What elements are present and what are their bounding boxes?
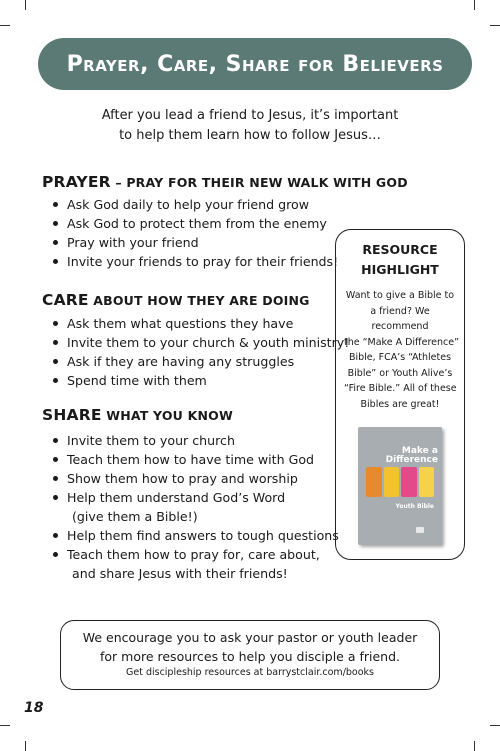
section-heading-care bbox=[42, 291, 310, 309]
list-item: Teach them how to have time with God bbox=[50, 450, 339, 469]
share-list bbox=[50, 431, 339, 583]
care-list bbox=[50, 314, 349, 390]
footer-line: for more resources to help you disciple a friend. bbox=[99, 649, 401, 664]
resource-highlight-title bbox=[336, 240, 464, 280]
section-heading-word: SHARE bbox=[42, 406, 102, 424]
book-subtitle: Youth Bible bbox=[395, 503, 434, 510]
section-heading-word: CARE bbox=[42, 291, 89, 309]
list-item: Ask God daily to help your friend grow bbox=[50, 195, 338, 214]
section-subheading: – PRAY FOR THEIR NEW WALK WITH GOD bbox=[110, 175, 408, 190]
footer-link-text: Get discipleship resources at barrystclair.com/books bbox=[126, 667, 374, 678]
footer-callout bbox=[60, 620, 440, 690]
crop-mark bbox=[25, 0, 26, 10]
resource-highlight-text bbox=[344, 288, 459, 412]
crop-mark bbox=[0, 725, 10, 726]
list-item: Invite them to your church & youth ministry! bbox=[50, 333, 349, 352]
list-item: Ask them what questions they have bbox=[50, 314, 349, 333]
list-item: Help them understand God’s Word bbox=[50, 488, 339, 507]
book-art-block bbox=[384, 467, 400, 497]
page-title: Prayer, Care, Share for Believers bbox=[66, 51, 444, 77]
bible-cover-image bbox=[358, 427, 442, 545]
list-item: Ask God to protect them from the enemy bbox=[50, 214, 338, 233]
footer-message bbox=[61, 628, 439, 666]
book-art-block bbox=[366, 467, 382, 497]
book-title-line: Make a bbox=[401, 446, 438, 456]
crop-mark bbox=[0, 25, 10, 26]
sidebar-text-line: a friend? We bbox=[370, 305, 430, 317]
page-number: 18 bbox=[24, 700, 44, 716]
prayer-list bbox=[50, 195, 338, 271]
crop-mark bbox=[490, 25, 500, 26]
list-item: Spend time with them bbox=[50, 371, 349, 390]
sidebar-text-line: the “Make A Difference” bbox=[344, 336, 459, 348]
sidebar-text-line: Bibles are great! bbox=[360, 398, 440, 410]
intro-text bbox=[80, 106, 420, 146]
list-item: Teach them how to pray for, care about, bbox=[50, 545, 339, 564]
crop-mark bbox=[474, 0, 475, 10]
list-item: Pray with your friend bbox=[50, 233, 338, 252]
list-item: Help them find answers to tough questions bbox=[50, 526, 339, 545]
section-heading-share bbox=[42, 406, 233, 424]
book-art-block bbox=[401, 467, 417, 497]
list-item-continuation: (give them a Bible!) bbox=[72, 509, 198, 524]
list-item-continuation: and share Jesus with their friends! bbox=[72, 566, 288, 581]
resource-highlight-box bbox=[335, 229, 465, 560]
sidebar-text-line: Bible” or Youth Alive’s bbox=[347, 367, 453, 379]
footer-line: We encourage you to ask your pastor or youth leader bbox=[82, 630, 418, 645]
sidebar-title-line: HIGHLIGHT bbox=[361, 262, 439, 277]
book-title bbox=[364, 447, 438, 465]
intro-line: to help them learn how to follow Jesus… bbox=[119, 128, 381, 143]
book-art-block bbox=[419, 467, 435, 497]
crop-mark bbox=[474, 741, 475, 751]
intro-line: After you lead a friend to Jesus, it’s important bbox=[101, 108, 399, 123]
list-item: Show them how to pray and worship bbox=[50, 469, 339, 488]
book-title-line: Difference bbox=[385, 455, 438, 465]
publisher-logo-icon bbox=[416, 527, 424, 533]
sidebar-title-line: RESOURCE bbox=[362, 242, 438, 257]
title-banner bbox=[38, 38, 472, 90]
list-item: Invite them to your church bbox=[50, 431, 339, 450]
section-subheading: ABOUT HOW THEY ARE DOING bbox=[88, 293, 310, 308]
list-item: Invite your friends to pray for their friends! bbox=[50, 252, 338, 271]
sidebar-text-line: Bible, FCA’s “Athletes bbox=[348, 352, 452, 363]
list-item: Ask if they are having any struggles bbox=[50, 352, 349, 371]
section-heading-prayer bbox=[42, 173, 408, 191]
section-subheading: WHAT YOU KNOW bbox=[101, 408, 233, 423]
section-heading-word: PRAYER bbox=[42, 173, 111, 191]
sidebar-text-line: “Fire Bible.” All of these bbox=[344, 383, 457, 394]
sidebar-text-line: recommend bbox=[371, 321, 429, 332]
sidebar-text-line: Want to give a Bible to bbox=[345, 290, 455, 301]
crop-mark bbox=[490, 725, 500, 726]
book-art bbox=[366, 467, 434, 497]
crop-mark bbox=[25, 741, 26, 751]
